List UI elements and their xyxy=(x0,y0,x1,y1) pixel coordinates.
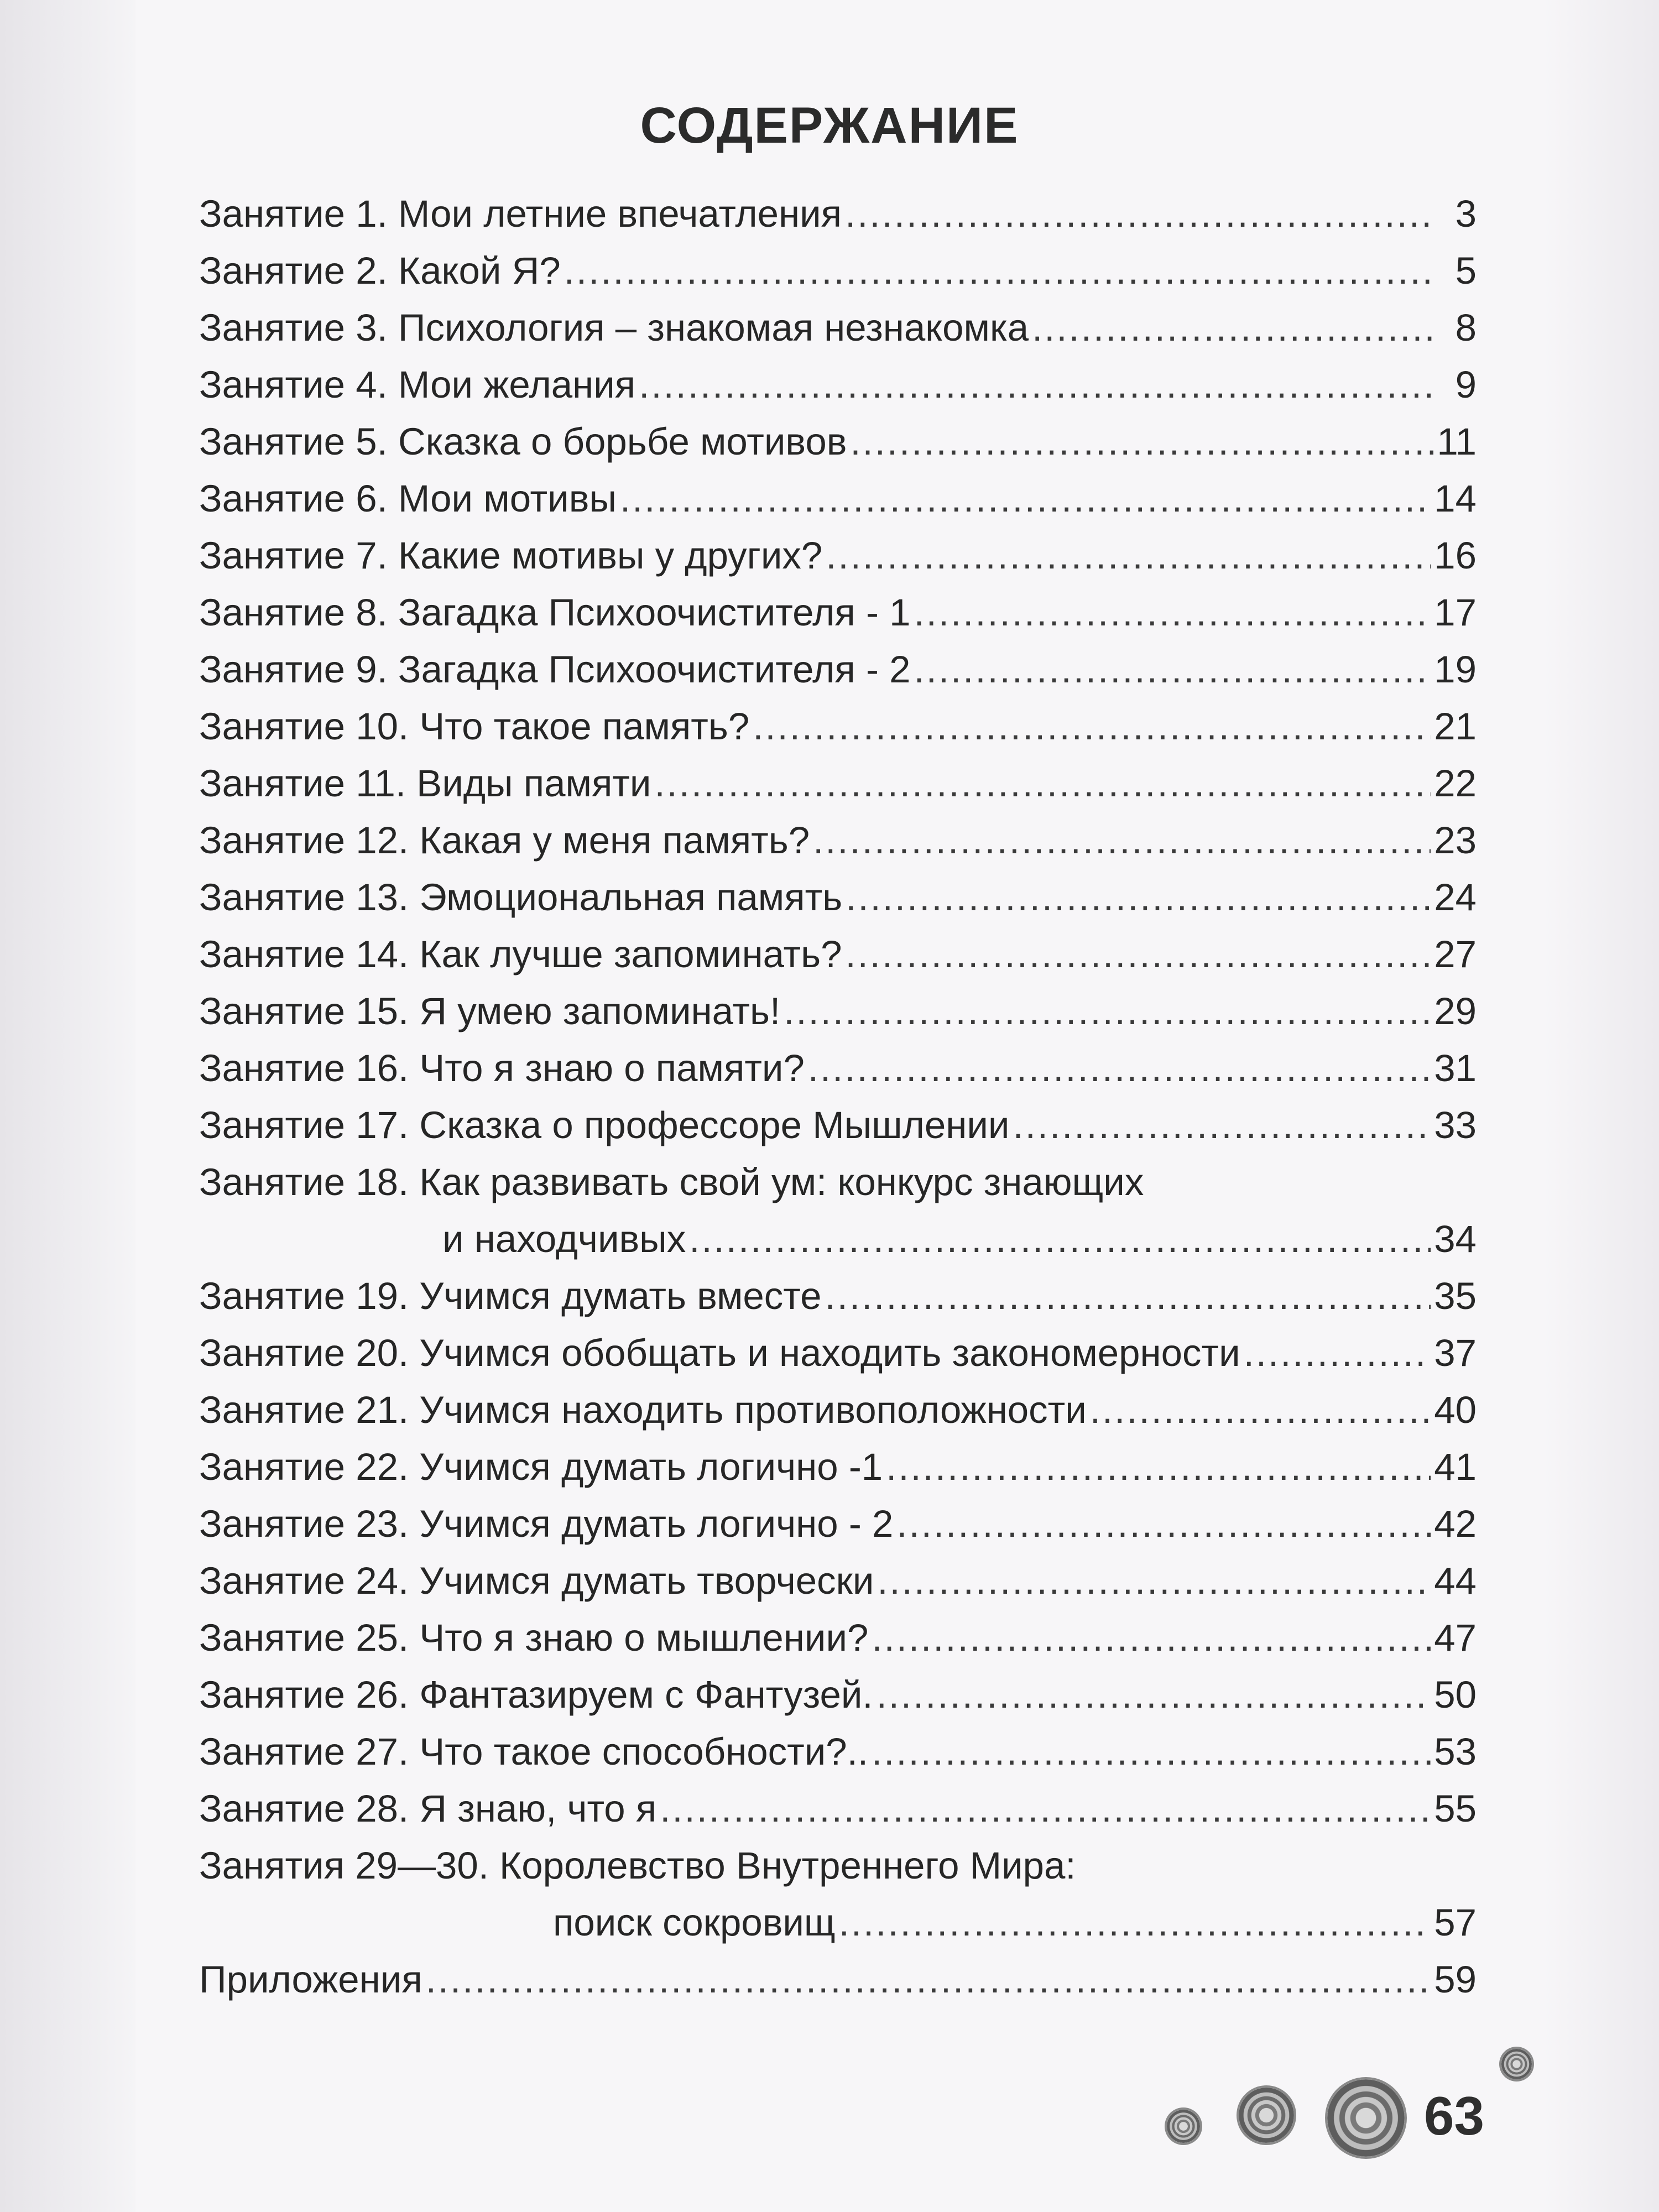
toc-entry-23 xyxy=(199,1495,1477,1552)
toc-entry-15 xyxy=(199,983,1477,1040)
toc-page-number: 50 xyxy=(1434,1673,1477,1716)
rosette-ornament-icon xyxy=(1501,2049,1532,2079)
toc-page-number: 19 xyxy=(1434,648,1477,691)
toc-entry-9 xyxy=(199,641,1477,698)
toc-entry-label: Занятие 19. Учимся думать вместе xyxy=(199,1275,822,1317)
dot-leader xyxy=(620,470,1431,527)
toc-entry-16 xyxy=(199,1040,1477,1097)
toc-page-number: 14 xyxy=(1434,477,1477,520)
toc-entry-12 xyxy=(199,812,1477,869)
toc-entry-label: Занятие 17. Сказка о профессоре Мышлении xyxy=(199,1104,1010,1146)
dot-leader xyxy=(1244,1324,1431,1381)
toc-page-number: 41 xyxy=(1434,1446,1477,1488)
toc-entry-continuation: поиск сокровищ xyxy=(553,1901,836,1944)
toc-entry-3 xyxy=(199,299,1477,356)
dot-leader xyxy=(1090,1381,1431,1438)
toc-entry-label: Приложения xyxy=(199,1958,422,2001)
toc-page-number: 40 xyxy=(1434,1389,1477,1431)
toc-entry-label: Занятие 27. Что такое способности?.. xyxy=(199,1730,868,1773)
dot-leader xyxy=(846,869,1431,926)
toc-entry-label: Занятие 18. Как развивать свой ум: конкурс знающих xyxy=(199,1161,1144,1203)
toc-entry-18 xyxy=(199,1154,1477,1211)
toc-entry-label: Занятия 29—30. Королевство Внутреннего Мира: xyxy=(199,1844,1076,1887)
toc-entry-label: Занятие 23. Учимся думать логично - 2 xyxy=(199,1503,894,1545)
dot-leader xyxy=(886,1438,1431,1495)
toc-entry-label: Занятие 16. Что я знаю о памяти? xyxy=(199,1047,805,1089)
toc-entry-label: Занятие 11. Виды памяти xyxy=(199,762,651,805)
toc-entry-14 xyxy=(199,926,1477,983)
dot-leader xyxy=(1032,299,1434,356)
toc-page-number: 29 xyxy=(1434,990,1477,1032)
dot-leader xyxy=(784,983,1431,1040)
page-number: 63 xyxy=(1424,2085,1485,2146)
rosette-ornament-icon xyxy=(1327,2079,1405,2157)
toc-entry-26 xyxy=(199,1666,1477,1723)
toc-page-number: 42 xyxy=(1434,1503,1477,1545)
dot-leader xyxy=(872,1723,1431,1780)
toc-entry-continuation: и находчивых xyxy=(442,1218,686,1260)
toc-page-number: 59 xyxy=(1434,1958,1477,2001)
toc-entry-label: Занятие 8. Загадка Психоочистителя - 1 xyxy=(199,591,911,634)
toc-entry-8 xyxy=(199,584,1477,641)
page-footer xyxy=(1167,2049,1532,2146)
toc-page-number: 27 xyxy=(1434,933,1477,975)
rosette-ornament-icon xyxy=(1239,2088,1294,2143)
toc-page-number: 8 xyxy=(1455,306,1477,349)
toc-entry-label: Занятие 28. Я знаю, что я xyxy=(199,1787,657,1830)
dot-leader xyxy=(896,1495,1431,1552)
toc-page-number: 47 xyxy=(1434,1616,1477,1659)
table-of-contents xyxy=(199,185,1477,2008)
dot-leader xyxy=(872,1609,1431,1666)
toc-entry-label: Занятие 1. Мои летние впечатления xyxy=(199,192,842,235)
toc-entry-label: Занятие 13. Эмоциональная память xyxy=(199,876,843,919)
toc-entry-label: Занятие 6. Мои мотивы xyxy=(199,477,617,520)
toc-entry-21 xyxy=(199,1381,1477,1438)
toc-entry-label: Занятие 14. Как лучше запоминать? xyxy=(199,933,842,975)
toc-entry-4 xyxy=(199,356,1477,413)
dot-leader xyxy=(654,755,1431,812)
toc-entry-24 xyxy=(199,1552,1477,1609)
toc-page-number: 5 xyxy=(1455,249,1477,292)
page-gutter-shadow xyxy=(0,0,135,2212)
toc-page-number: 55 xyxy=(1434,1787,1477,1830)
toc-entry-label: Занятие 12. Какая у меня память? xyxy=(199,819,810,862)
toc-page-number: 24 xyxy=(1434,876,1477,919)
toc-entry-6 xyxy=(199,470,1477,527)
toc-entry-28 xyxy=(199,1780,1477,1837)
toc-entry-label: Занятие 5. Сказка о борьбе мотивов xyxy=(199,420,847,463)
toc-entry-label: Занятие 7. Какие мотивы у других? xyxy=(199,534,823,577)
toc-page-number: 34 xyxy=(1434,1218,1477,1260)
toc-entry-label: Занятие 9. Загадка Психоочистителя - 2 xyxy=(199,648,911,691)
dot-leader xyxy=(564,242,1434,299)
toc-page-number: 35 xyxy=(1434,1275,1477,1317)
dot-leader xyxy=(839,1894,1431,1951)
toc-entry-2 xyxy=(199,242,1477,299)
toc-page-number: 11 xyxy=(1437,420,1477,463)
dot-leader xyxy=(845,926,1431,983)
toc-entry-label: Занятие 25. Что я знаю о мышлении? xyxy=(199,1616,869,1659)
contents-title: СОДЕРЖАНИЕ xyxy=(640,97,1019,154)
dot-leader xyxy=(426,1951,1431,2008)
toc-entry-10 xyxy=(199,698,1477,755)
toc-page-number: 53 xyxy=(1434,1730,1477,1773)
toc-entry-11 xyxy=(199,755,1477,812)
dot-leader xyxy=(845,185,1434,242)
toc-page-number: 17 xyxy=(1434,591,1477,634)
toc-entry-1 xyxy=(199,185,1477,242)
page-edge xyxy=(1543,0,1659,2212)
toc-entry-29-30-continuation xyxy=(199,1894,1477,1951)
dot-leader xyxy=(813,812,1431,869)
toc-entry-label: Занятие 24. Учимся думать творчески xyxy=(199,1559,874,1602)
toc-entry-18-continuation xyxy=(199,1211,1477,1267)
toc-entry-label: Занятие 10. Что такое память? xyxy=(199,705,750,748)
toc-entry-label: Занятие 15. Я умею запоминать! xyxy=(199,990,781,1032)
dot-leader xyxy=(825,1267,1431,1324)
toc-entry-19 xyxy=(199,1267,1477,1324)
toc-page-number: 3 xyxy=(1455,192,1477,235)
toc-entry-label: Занятие 20. Учимся обобщать и находить закономерности xyxy=(199,1332,1240,1374)
dot-leader xyxy=(914,641,1431,698)
dot-leader xyxy=(689,1211,1431,1267)
dot-leader xyxy=(877,1552,1431,1609)
toc-entry-label: Занятие 4. Мои желания xyxy=(199,363,636,406)
rosette-ornament-icon xyxy=(1167,2110,1200,2143)
dot-leader xyxy=(914,584,1431,641)
toc-page-number: 33 xyxy=(1434,1104,1477,1146)
dot-leader xyxy=(639,356,1434,413)
toc-entry-13 xyxy=(199,869,1477,926)
toc-entry-5 xyxy=(199,413,1477,470)
toc-entry-label: Занятие 22. Учимся думать логично -1 xyxy=(199,1446,883,1488)
dot-leader xyxy=(1013,1097,1431,1154)
toc-entry-27 xyxy=(199,1723,1477,1780)
toc-entry-label: Занятие 3. Психология – знакомая незнакомка xyxy=(199,306,1029,349)
toc-entry-label: Занятие 2. Какой Я? xyxy=(199,249,561,292)
toc-entry-7 xyxy=(199,527,1477,584)
dot-leader xyxy=(826,527,1431,584)
toc-page-number: 21 xyxy=(1434,705,1477,748)
toc-page-number: 44 xyxy=(1434,1559,1477,1602)
toc-page-number: 22 xyxy=(1434,762,1477,805)
toc-page-number: 16 xyxy=(1434,534,1477,577)
toc-entry-29-30 xyxy=(199,1837,1477,1894)
toc-page-number: 37 xyxy=(1434,1332,1477,1374)
toc-entry-20 xyxy=(199,1324,1477,1381)
toc-entry-appendices xyxy=(199,1951,1477,2008)
dot-leader xyxy=(660,1780,1431,1837)
toc-entry-label: Занятие 26. Фантазируем с Фантузей. xyxy=(199,1673,873,1716)
toc-page-number: 23 xyxy=(1434,819,1477,862)
dot-leader xyxy=(753,698,1431,755)
dot-leader xyxy=(850,413,1433,470)
toc-entry-17 xyxy=(199,1097,1477,1154)
dot-leader xyxy=(877,1666,1431,1723)
toc-page-number: 57 xyxy=(1434,1901,1477,1944)
toc-entry-label: Занятие 21. Учимся находить противоположности xyxy=(199,1389,1087,1431)
toc-entry-25 xyxy=(199,1609,1477,1666)
toc-entry-22 xyxy=(199,1438,1477,1495)
dot-leader xyxy=(808,1040,1431,1097)
toc-page-number: 9 xyxy=(1455,363,1477,406)
toc-page-number: 31 xyxy=(1434,1047,1477,1089)
